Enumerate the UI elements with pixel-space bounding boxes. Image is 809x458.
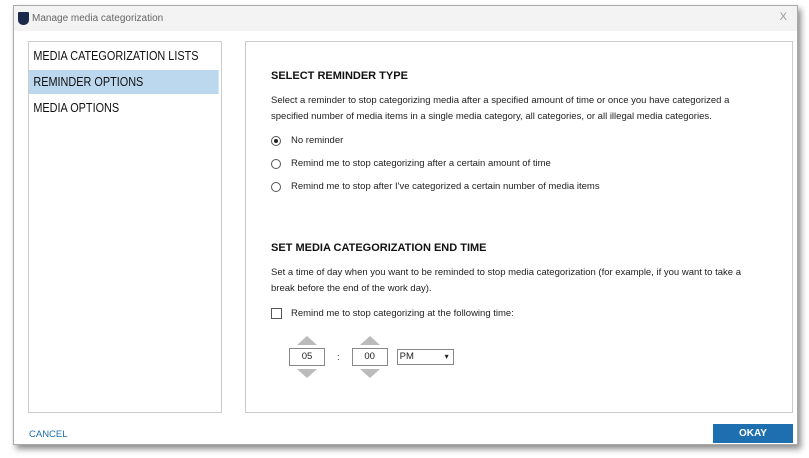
dialog-window (13, 5, 798, 445)
close-icon[interactable]: X (779, 11, 787, 23)
reminder-panel (245, 41, 793, 413)
radio-label: Remind me to stop after I've categorized a certain number of media items (291, 181, 600, 192)
sidebar-item-reminder-options[interactable]: REMINDER OPTIONS (29, 70, 219, 94)
minute-down-arrow-icon[interactable] (360, 369, 380, 378)
checkbox-label: Remind me to stop categorizing at the following time: (291, 308, 514, 319)
title-bar (14, 6, 797, 31)
radio-count-reminder[interactable] (271, 179, 767, 194)
end-time-description: Set a time of day when you want to be reminded to stop media categorization (for example, if you want to take a break before the end of the work day). (271, 267, 741, 294)
window-title: Manage media categorization (32, 13, 164, 24)
sidebar-item-media-options[interactable]: MEDIA OPTIONS (33, 101, 120, 115)
sidebar-item-media-categorization-lists[interactable]: MEDIA CATEGORIZATION LISTS (33, 49, 199, 63)
app-logo-icon (18, 12, 29, 25)
radio-button[interactable] (271, 159, 281, 169)
end-time-heading: SET MEDIA CATEGORIZATION END TIME (271, 242, 487, 254)
time-picker (289, 336, 767, 378)
hour-input[interactable]: 05 (289, 348, 325, 366)
radio-time-reminder[interactable] (271, 156, 767, 171)
ampm-select[interactable]: PM ▾ (397, 349, 454, 365)
minute-up-arrow-icon[interactable] (360, 336, 380, 345)
radio-label: Remind me to stop categorizing after a certain amount of time (291, 158, 551, 169)
minute-input[interactable]: 00 (352, 348, 388, 366)
end-time-checkbox[interactable] (271, 308, 282, 319)
reminder-type-heading: SELECT REMINDER TYPE (271, 70, 408, 82)
radio-button[interactable] (271, 136, 281, 146)
time-separator: : (337, 351, 340, 363)
radio-button[interactable] (271, 182, 281, 192)
hour-up-arrow-icon[interactable] (297, 336, 317, 345)
radio-no-reminder[interactable] (271, 133, 767, 148)
hour-down-arrow-icon[interactable] (297, 369, 317, 378)
okay-button[interactable]: OKAY (713, 424, 793, 443)
reminder-description: Select a reminder to stop categorizing media after a specified amount of time or once you have categorized a specified number of media items in a single media category, all categories, or all illegal media categories. (271, 95, 730, 122)
radio-label: No reminder (291, 135, 344, 146)
sidebar (28, 41, 222, 413)
end-time-checkbox-row[interactable] (271, 306, 767, 321)
cancel-button[interactable]: CANCEL (29, 429, 68, 440)
